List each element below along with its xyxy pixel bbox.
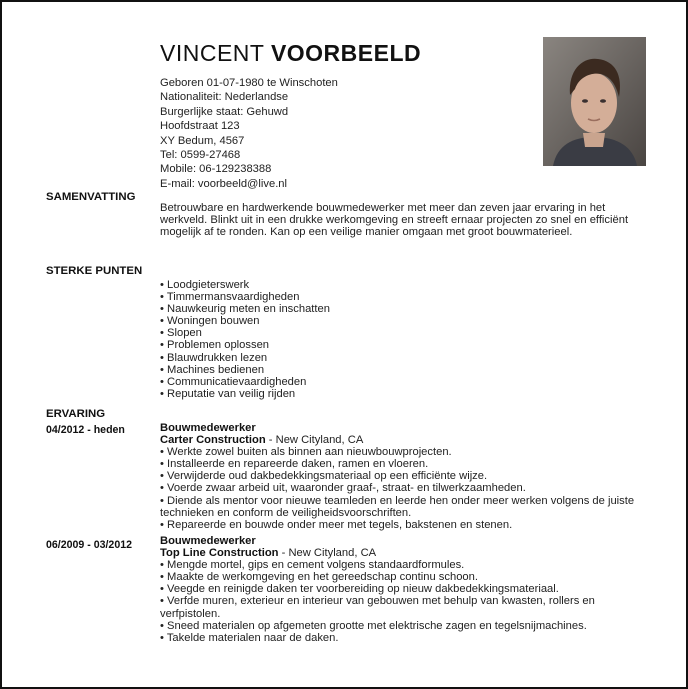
list-item: • Reputatie van veilig rijden <box>160 387 296 400</box>
job-title: Bouwmedewerker <box>160 422 256 434</box>
skills-heading: STERKE PUNTEN <box>46 265 143 277</box>
list-item: • Slopen <box>160 327 202 340</box>
list-item: • Werkte zowel buiten als binnen aan nieuwbouwprojecten. <box>160 446 452 459</box>
job-entry <box>160 535 640 644</box>
list-item: • Machines bedienen <box>160 363 265 376</box>
mobile-line: Mobile: 06-129238388 <box>160 163 272 176</box>
list-item: • Problemen oplossen <box>160 339 270 352</box>
job-dates: 06/2009 - 03/2012 <box>46 539 133 551</box>
list-item: • Blauwdrukken lezen <box>160 351 268 364</box>
company-location: - New Cityland, CA <box>278 547 377 560</box>
job-entry <box>160 422 640 531</box>
candidate-name <box>160 40 421 67</box>
list-item: • Diende als mentor voor nieuwe teamleden en leerde hen onder meer werken volgens de juiste technieken en conform de veiligheidsvoorschriften. <box>160 494 635 519</box>
company-name: Carter Construction <box>160 434 266 447</box>
city-line: XY Bedum, 4567 <box>160 134 245 147</box>
first-name: VINCENT <box>160 40 265 66</box>
experience-heading: ERVARING <box>46 408 106 420</box>
list-item: • Communicatievaardigheden <box>160 375 307 388</box>
job-title: Bouwmedewerker <box>160 535 256 547</box>
street-line: Hoofdstraat 123 <box>160 120 240 133</box>
list-item: • Sneed materialen op afgemeten grootte met elektrische zagen en tegelsnijmachines. <box>160 619 587 632</box>
list-item: • Nauwkeurig meten en inschatten <box>160 303 330 316</box>
company-location: - New Cityland, CA <box>265 434 364 447</box>
job-employer <box>160 434 640 446</box>
list-item: • Timmermansvaardigheden <box>160 291 300 304</box>
email-line: E-mail: voorbeeld@live.nl <box>160 177 288 190</box>
summary-heading: SAMENVATTING <box>46 191 136 203</box>
list-item: • Installeerde en repareerde daken, ramen en vloeren. <box>160 458 429 471</box>
list-item: • Mengde mortel, gips en cement volgens standaardformules. <box>160 559 465 572</box>
list-item: • Maakte de werkomgeving en het gereedschap continu schoon. <box>160 571 478 584</box>
phone-line: Tel: 0599-27468 <box>160 149 241 162</box>
company-name: Top Line Construction <box>160 547 279 560</box>
summary-text: Betrouwbare en hardwerkende bouwmedewerker met meer dan zeven jaar ervaring in het werkveld. Blinkt uit in een drukke werkomgeving en streeft ernaar projecten zo snel en efficiënt mogelijk af te ronden. Kan op een veilige manier omgaan met groot bouwmaterieel. <box>160 202 629 239</box>
list-item: • Verfde muren, exterieur en interieur van gebouwen met behulp van kwasten, rollers en verfpistolen. <box>160 595 595 620</box>
profile-photo <box>543 37 646 166</box>
job-employer <box>160 547 640 559</box>
contact-details <box>160 76 338 191</box>
job-dates: 04/2012 - heden <box>46 424 125 436</box>
last-name: VOORBEELD <box>270 40 422 66</box>
list-item: • Loodgieterswerk <box>160 279 250 291</box>
marital-status-line: Burgerlijke staat: Gehuwd <box>160 105 289 118</box>
list-item: • Woningen bouwen <box>160 315 260 328</box>
list-item: • Repareerde en bouwde onder meer met tegels, bakstenen en stenen. <box>160 518 513 531</box>
list-item: • Voerde zwaar arbeid uit, waaronder graaf-, straat- en tilwerkzaamheden. <box>160 482 526 495</box>
list-item: • Verwijderde oud dakbedekkingsmateriaal op een efficiënte wijze. <box>160 470 488 483</box>
birth-line: Geboren 01-07-1980 te Winschoten <box>160 77 338 89</box>
list-item: • Veegde en reinigde daken ter voorbereiding op nieuw dakbedekkingsmateriaal. <box>160 583 559 596</box>
nationality-line: Nationaliteit: Nederlandse <box>160 91 289 104</box>
list-item: • Takelde materialen naar de daken. <box>160 631 339 644</box>
skills-list <box>160 279 330 400</box>
